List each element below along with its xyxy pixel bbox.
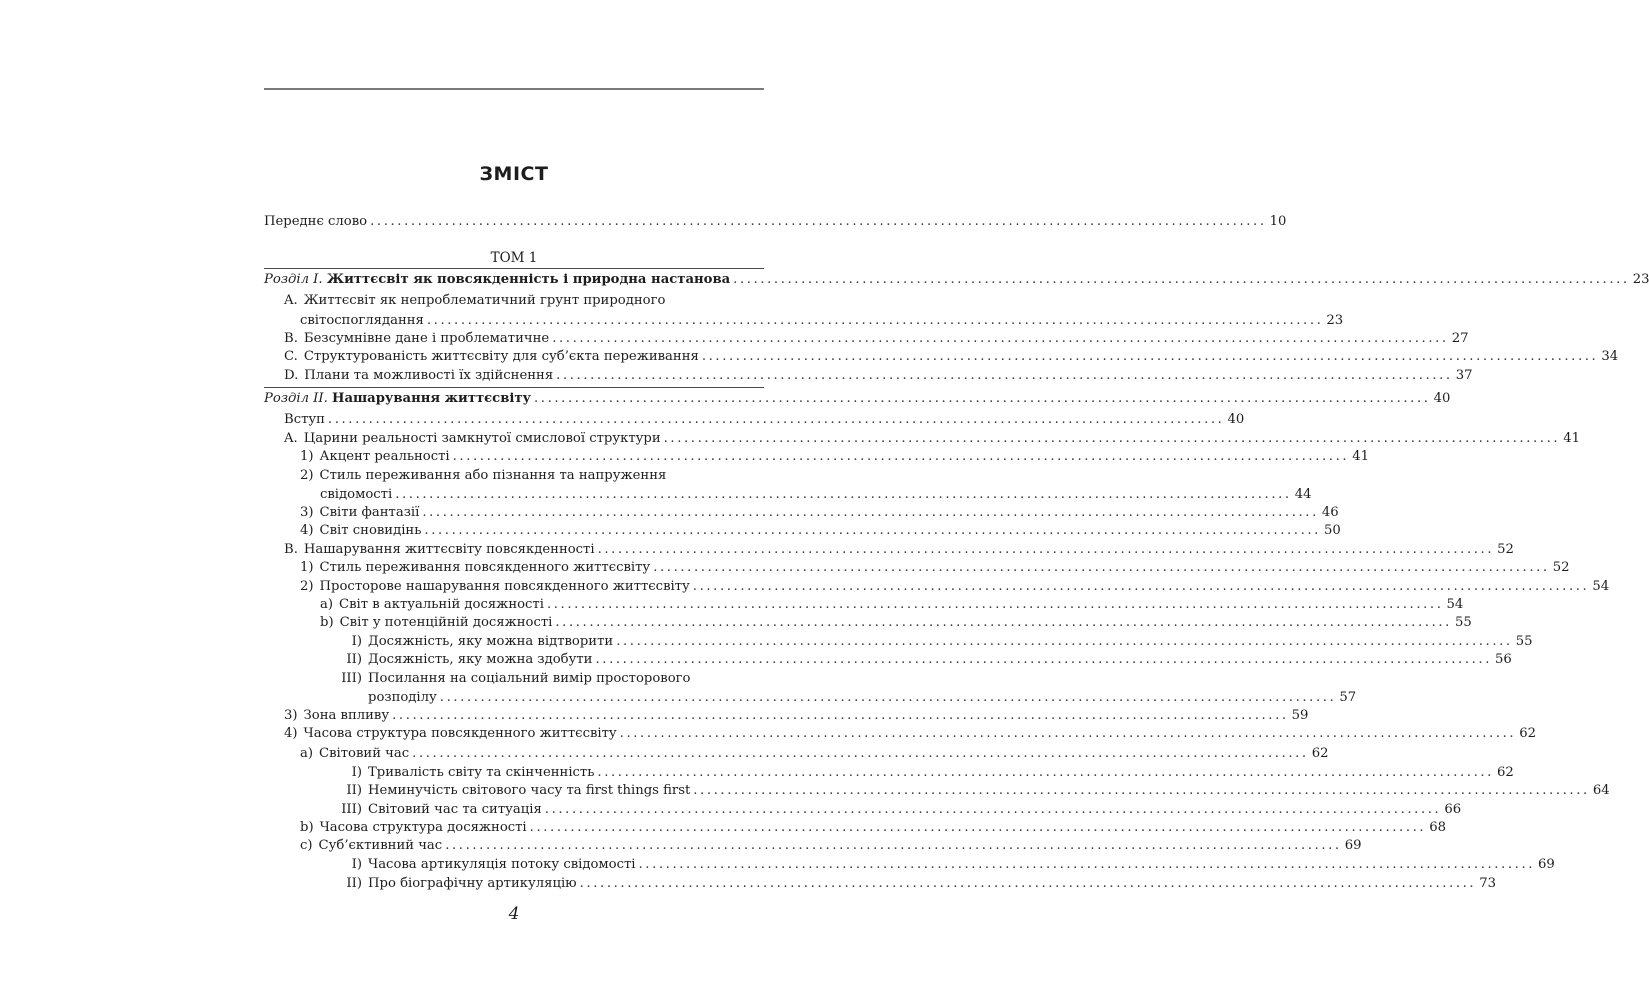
toc-number: III): [341, 671, 362, 686]
toc-page: 62: [1311, 746, 1329, 761]
toc-page: 52: [1552, 560, 1570, 575]
toc-page: 66: [1444, 802, 1462, 817]
toc-label: Тривалість світу та скінченність: [368, 765, 595, 780]
toc-entry-2a-3[interactable]: [264, 503, 1339, 523]
toc-label: Світи фантазії: [319, 505, 420, 520]
toc-number: B.: [284, 331, 298, 346]
chapter-title: Життєсвіт як повсякденність і природна настанова: [326, 272, 731, 287]
toc-entry-2a-2[interactable]: [264, 466, 764, 486]
toc-label: Часова структура повсякденного життєсвіту: [303, 726, 617, 741]
toc-page: 55: [1454, 615, 1472, 630]
toc-number: II): [346, 652, 362, 667]
toc-label: Переднє слово: [264, 214, 368, 229]
toc-entry-2b-2-b[interactable]: [264, 613, 1472, 633]
toc-page: 59: [1291, 708, 1309, 723]
toc-page: 27: [1451, 331, 1469, 346]
toc-page: 68: [1429, 820, 1446, 835]
toc-page: 34: [1601, 349, 1619, 364]
leader-dots: ....................................................................................................................................: [597, 542, 1495, 557]
toc-entry-1c[interactable]: [264, 347, 1619, 367]
toc-entry-2a-1[interactable]: [264, 447, 1369, 467]
leader-dots: ....................................................................................................................................: [663, 431, 1561, 446]
toc-page: 23: [1632, 272, 1649, 287]
toc-entry-foreword[interactable]: [264, 212, 1287, 232]
page-title: ЗМІСТ: [479, 163, 549, 185]
toc-entry-2b-3[interactable]: [264, 706, 1309, 726]
toc-number: b): [320, 615, 334, 630]
toc-page: 54: [1446, 597, 1464, 612]
toc-number: A.: [284, 431, 298, 446]
toc-number: 1): [300, 449, 314, 464]
toc-page: 41: [1352, 449, 1369, 464]
toc-number: c): [300, 838, 313, 853]
toc-label: світоспоглядання: [300, 313, 424, 328]
toc-page: 57: [1339, 690, 1357, 705]
toc-entry-2b-2-b-III[interactable]: [264, 669, 764, 689]
leader-dots: ....................................................................................................................................: [395, 487, 1292, 502]
toc-number: B.: [284, 542, 298, 557]
toc-label: Структурованість життєсвіту для суб’єкта переживання: [303, 349, 699, 364]
toc-entry-intro[interactable]: [264, 410, 1245, 430]
leader-dots: ....................................................................................................................................: [616, 634, 1513, 649]
toc-entry-1a[interactable]: [264, 291, 764, 311]
toc-label: Світ у потенційній досяжності: [339, 615, 553, 630]
leader-dots: ....................................................................................................................................: [439, 690, 1337, 705]
toc-entry-chapter-2[interactable]: [264, 389, 1451, 409]
toc-number: I): [351, 857, 362, 872]
toc-entry-2b-2[interactable]: [264, 577, 1610, 597]
toc-entry-2b-1[interactable]: [264, 558, 1570, 578]
toc-entry-chapter-1[interactable]: [264, 270, 1649, 290]
leader-dots: ....................................................................................................................................: [693, 783, 1590, 798]
table-of-contents: [264, 0, 1649, 1000]
leader-dots: ....................................................................................................................................: [534, 391, 1431, 406]
toc-page: 50: [1323, 523, 1341, 538]
toc-label: Плани та можливості їх здійснення: [304, 368, 554, 383]
toc-label: Вступ: [284, 412, 325, 427]
toc-number: 3): [284, 708, 298, 723]
toc-label: Про біографічну артикуляцію: [368, 876, 577, 891]
toc-label: Посилання на соціальний вимір просторового: [368, 671, 691, 686]
leader-dots: ....................................................................................................................................: [653, 560, 1550, 575]
toc-page: 62: [1519, 726, 1536, 741]
toc-page: 69: [1538, 857, 1555, 872]
volume-heading: ТОМ 1: [490, 250, 538, 266]
toc-entry-2b-4-c-II[interactable]: [264, 874, 1496, 894]
toc-number: 2): [300, 468, 314, 483]
toc-page: 62: [1496, 765, 1514, 780]
toc-entry-2a[interactable]: [264, 429, 1580, 449]
toc-page: 52: [1497, 542, 1514, 557]
toc-label: Часова структура досяжності: [319, 820, 527, 835]
leader-dots: ....................................................................................................................................: [452, 449, 1350, 464]
toc-number: a): [300, 746, 314, 761]
toc-page: 54: [1592, 579, 1610, 594]
toc-entry-2b[interactable]: [264, 540, 1514, 560]
toc-page: 55: [1515, 634, 1533, 649]
toc-entry-1d[interactable]: [264, 366, 1473, 386]
toc-page: 69: [1344, 838, 1362, 853]
toc-number: I): [351, 765, 362, 780]
chapter-prefix: Розділ I.: [264, 272, 323, 287]
page-number: 4: [508, 904, 520, 924]
toc-number: II): [346, 876, 362, 891]
leader-dots: ....................................................................................................................................: [370, 214, 1267, 229]
toc-label: Світовий час: [319, 746, 410, 761]
toc-number: 4): [300, 523, 314, 538]
divider: [264, 387, 764, 388]
toc-entry-2b-4-a-II[interactable]: [264, 781, 1610, 801]
toc-label: свідомості: [320, 487, 393, 502]
toc-number: III): [341, 802, 362, 817]
toc-label: Царини реальності замкнутої смислової структури: [303, 431, 661, 446]
toc-page: 41: [1563, 431, 1580, 446]
leader-dots: ....................................................................................................................................: [638, 857, 1536, 872]
toc-entry-2b-4-c-I[interactable]: [264, 855, 1555, 875]
toc-number: 3): [300, 505, 314, 520]
toc-entry-2a-2-cont[interactable]: [264, 485, 1312, 505]
toc-entry-1a-cont[interactable]: [264, 311, 1344, 331]
toc-number: 2): [300, 579, 314, 594]
toc-label: Неминучість світового часу та first things first: [368, 783, 691, 798]
toc-label: розподілу: [368, 690, 437, 705]
leader-dots: ....................................................................................................................................: [619, 726, 1517, 741]
toc-label: Стиль переживання або пізнання та напруження: [319, 468, 667, 483]
toc-label: Досяжність, яку можна відтворити: [368, 634, 614, 649]
toc-label: Часова артикуляція потоку свідомості: [368, 857, 636, 872]
toc-label: Світовий час та ситуація: [368, 802, 542, 817]
toc-page: 10: [1269, 214, 1287, 229]
toc-label: Суб’єктивний час: [318, 838, 443, 853]
leader-dots: ....................................................................................................................................: [552, 331, 1449, 346]
toc-entry-2b-4[interactable]: [264, 724, 1536, 744]
leader-dots: ....................................................................................................................................: [392, 708, 1289, 723]
toc-label: Просторове нашарування повсякденного життєсвіту: [319, 579, 690, 594]
toc-entry-2b-4-a-I[interactable]: [264, 763, 1514, 783]
leader-dots: ....................................................................................................................................: [701, 349, 1599, 364]
toc-number: D.: [284, 368, 299, 383]
toc-page: 64: [1592, 783, 1610, 798]
chapter-title: Нашарування життєсвіту: [331, 391, 532, 406]
divider: [264, 268, 764, 269]
toc-page: 40: [1433, 391, 1451, 406]
leader-dots: ....................................................................................................................................: [422, 505, 1319, 520]
leader-dots: ....................................................................................................................................: [733, 272, 1630, 287]
toc-label: Зона впливу: [303, 708, 390, 723]
toc-number: 1): [300, 560, 314, 575]
leader-dots: ....................................................................................................................................: [445, 838, 1342, 853]
toc-label: Безсумнівне дане і проблематичне: [303, 331, 550, 346]
toc-page: 23: [1326, 313, 1344, 328]
toc-entry-2b-4-a-III[interactable]: [264, 800, 1462, 820]
leader-dots: ....................................................................................................................................: [424, 523, 1321, 538]
leader-dots: ....................................................................................................................................: [426, 313, 1324, 328]
leader-dots: ....................................................................................................................................: [544, 802, 1442, 817]
toc-number: A.: [284, 293, 298, 308]
chapter-prefix: Розділ II.: [264, 391, 328, 406]
toc-entry-2b-4-a[interactable]: [264, 744, 1329, 764]
toc-page: 56: [1495, 652, 1512, 667]
leader-dots: ....................................................................................................................................: [556, 368, 1453, 383]
toc-entry-2b-4-c[interactable]: [264, 836, 1362, 856]
toc-label: Досяжність, яку можна здобути: [368, 652, 593, 667]
leader-dots: ....................................................................................................................................: [555, 615, 1452, 630]
toc-page: 37: [1455, 368, 1473, 383]
toc-number: I): [351, 634, 362, 649]
toc-entry-2b-2-a[interactable]: [264, 595, 1464, 615]
leader-dots: ....................................................................................................................................: [546, 597, 1444, 612]
toc-number: a): [320, 597, 334, 612]
toc-entry-1b[interactable]: [264, 329, 1469, 349]
toc-label: Стиль переживання повсякденного життєсвіту: [319, 560, 651, 575]
leader-dots: ....................................................................................................................................: [327, 412, 1225, 427]
toc-page: 73: [1479, 876, 1496, 891]
leader-dots: ....................................................................................................................................: [412, 746, 1309, 761]
toc-page: 46: [1321, 505, 1339, 520]
toc-label: Світ сновидінь: [319, 523, 422, 538]
toc-entry-2b-2-b-III-cont[interactable]: [264, 688, 1357, 708]
toc-label: Нашарування життєсвіту повсякденності: [303, 542, 595, 557]
toc-label: Життєсвіт як непроблематичний грунт природного: [303, 293, 666, 308]
toc-number: b): [300, 820, 314, 835]
toc-label: Акцент реальності: [319, 449, 450, 464]
toc-entry-2b-2-b-I[interactable]: [264, 632, 1533, 652]
toc-entry-2a-4[interactable]: [264, 521, 1341, 541]
leader-dots: ....................................................................................................................................: [595, 652, 1493, 667]
toc-entry-2b-2-b-II[interactable]: [264, 650, 1512, 670]
leader-dots: ....................................................................................................................................: [529, 820, 1427, 835]
leader-dots: ....................................................................................................................................: [597, 765, 1494, 780]
leader-dots: ....................................................................................................................................: [579, 876, 1477, 891]
toc-number: 4): [284, 726, 298, 741]
leader-dots: ....................................................................................................................................: [692, 579, 1590, 594]
toc-page: 44: [1294, 487, 1312, 502]
toc-page: 40: [1227, 412, 1245, 427]
toc-label: Світ в актуальній досяжності: [339, 597, 544, 612]
toc-number: II): [346, 783, 362, 798]
toc-entry-2b-4-b[interactable]: [264, 818, 1446, 838]
toc-number: C.: [284, 349, 298, 364]
